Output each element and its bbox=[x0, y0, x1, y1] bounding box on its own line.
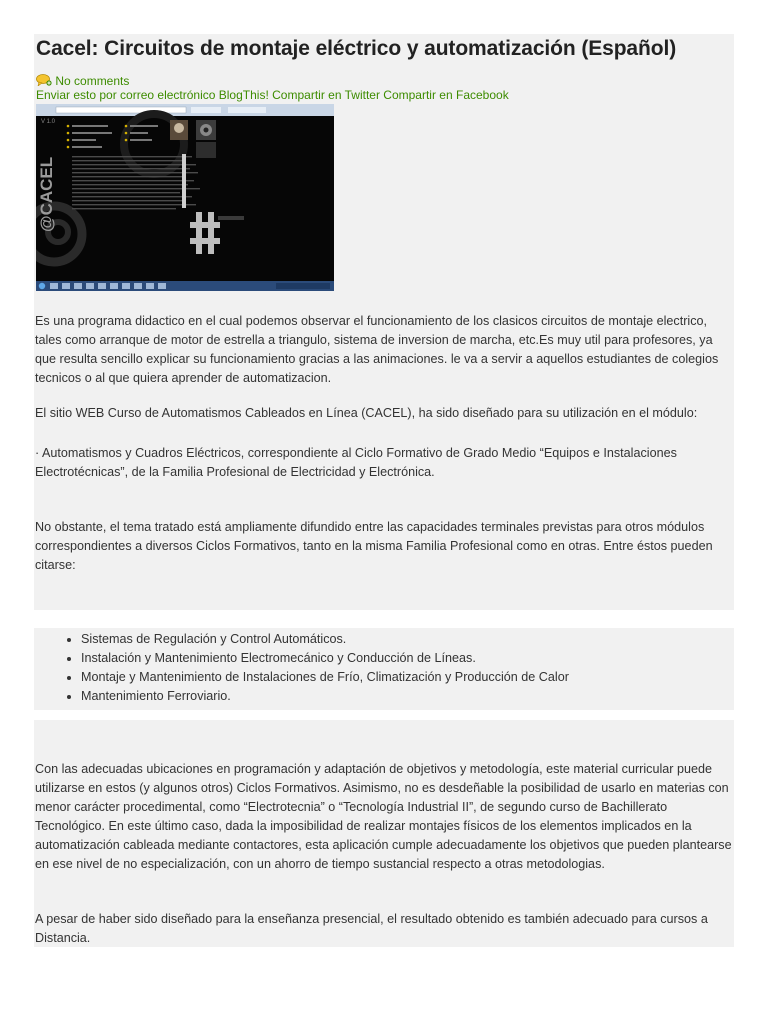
share-blogthis-link[interactable]: BlogThis! bbox=[218, 88, 269, 102]
paragraph-other-modules: No obstante, el tema tratado está ampliamente difundido entre las capacidades terminales previstas para otros módulos correspondientes a diversos Ciclos Formativos, tanto en la misma Familia Profesional como en otras. Entre éstos pueden citarse: bbox=[35, 520, 713, 572]
post-title: Cacel: Circuitos de montaje eléctrico y automatización (Español) bbox=[36, 37, 677, 60]
comment-bubble-icon bbox=[36, 74, 52, 86]
list-item: • Sistemas de Regulación y Control Automáticos. bbox=[81, 630, 569, 649]
paragraph-module: · Automatismos y Cuadros Eléctricos, correspondiente al Ciclo Formativo de Grado Medio “Equipos e Instalaciones Electrotécnicas”, de la Familia Profesional de Electricidad y Electrónica. bbox=[35, 446, 677, 479]
post-meta bbox=[36, 74, 129, 88]
comments-link[interactable]: No comments bbox=[55, 74, 130, 88]
paragraph-usage: Con las adecuadas ubicaciones en programación y adaptación de objetivos y metodología, este material curricular puede utilizarse en estos (y algunos otros) Ciclos Formativos. Asimismo, no es desdeñable la posibilidad de usarlo en materias con menor carácter procedimental, como “Electrotecnia” o “Tecnología Industrial II”, de segundo curso de Bachillerato Tecnológico. En este último caso, dada la imposibilidad de realizar montajes físicos de los elementos implicados en la automatización cableada mediante contactores, esta aplicación cumple adecuadamente los objetivos que pueden plantearse en ese nivel de no especialización, con un ahorro de tiempo sustancial respecto a otras metodologias. bbox=[35, 762, 732, 871]
cycles-list bbox=[35, 630, 569, 706]
paragraph-distance: A pesar de haber sido diseñado para la enseñanza presencial, el resultado obtenido es también adecuado para cursos a Distancia. bbox=[35, 912, 708, 945]
app-screenshot bbox=[36, 104, 334, 291]
share-links bbox=[36, 88, 509, 102]
share-twitter-link[interactable]: Compartir en Twitter bbox=[272, 88, 380, 102]
list-item: • Mantenimiento Ferroviario. bbox=[81, 687, 569, 706]
app-screenshot-image bbox=[36, 104, 334, 291]
paragraph-site: El sitio WEB Curso de Automatismos Cableados en Línea (CACEL), ha sido diseñado para su utilización en el módulo: bbox=[35, 406, 698, 420]
paragraph-intro: Es una programa didactico en el cual podemos observar el funcionamiento de los clasicos circuitos de montaje electrico, tales como arranque de motor de estrella a triangulo, sistema de inversion de marcha, etc.Es muy util para profesores, ya que resulta sencillo explicar su funcionamiento gracias a las animaciones. le va a servir a aquellos estudiantes de colegios tecnicos o al que quiera aprender de automatizacion. bbox=[35, 314, 719, 385]
share-email-link[interactable]: Enviar esto por correo electrónico bbox=[36, 88, 216, 102]
list-item: • Montaje y Mantenimiento de Instalaciones de Frío, Climatización y Producción de Calor bbox=[81, 668, 569, 687]
app-logo-text: @CACEL bbox=[37, 156, 56, 232]
list-item: • Instalación y Mantenimiento Electromecánico y Conducción de Líneas. bbox=[81, 649, 569, 668]
share-facebook-link[interactable]: Compartir en Facebook bbox=[383, 88, 509, 102]
app-version: V 1.0 bbox=[41, 119, 56, 125]
